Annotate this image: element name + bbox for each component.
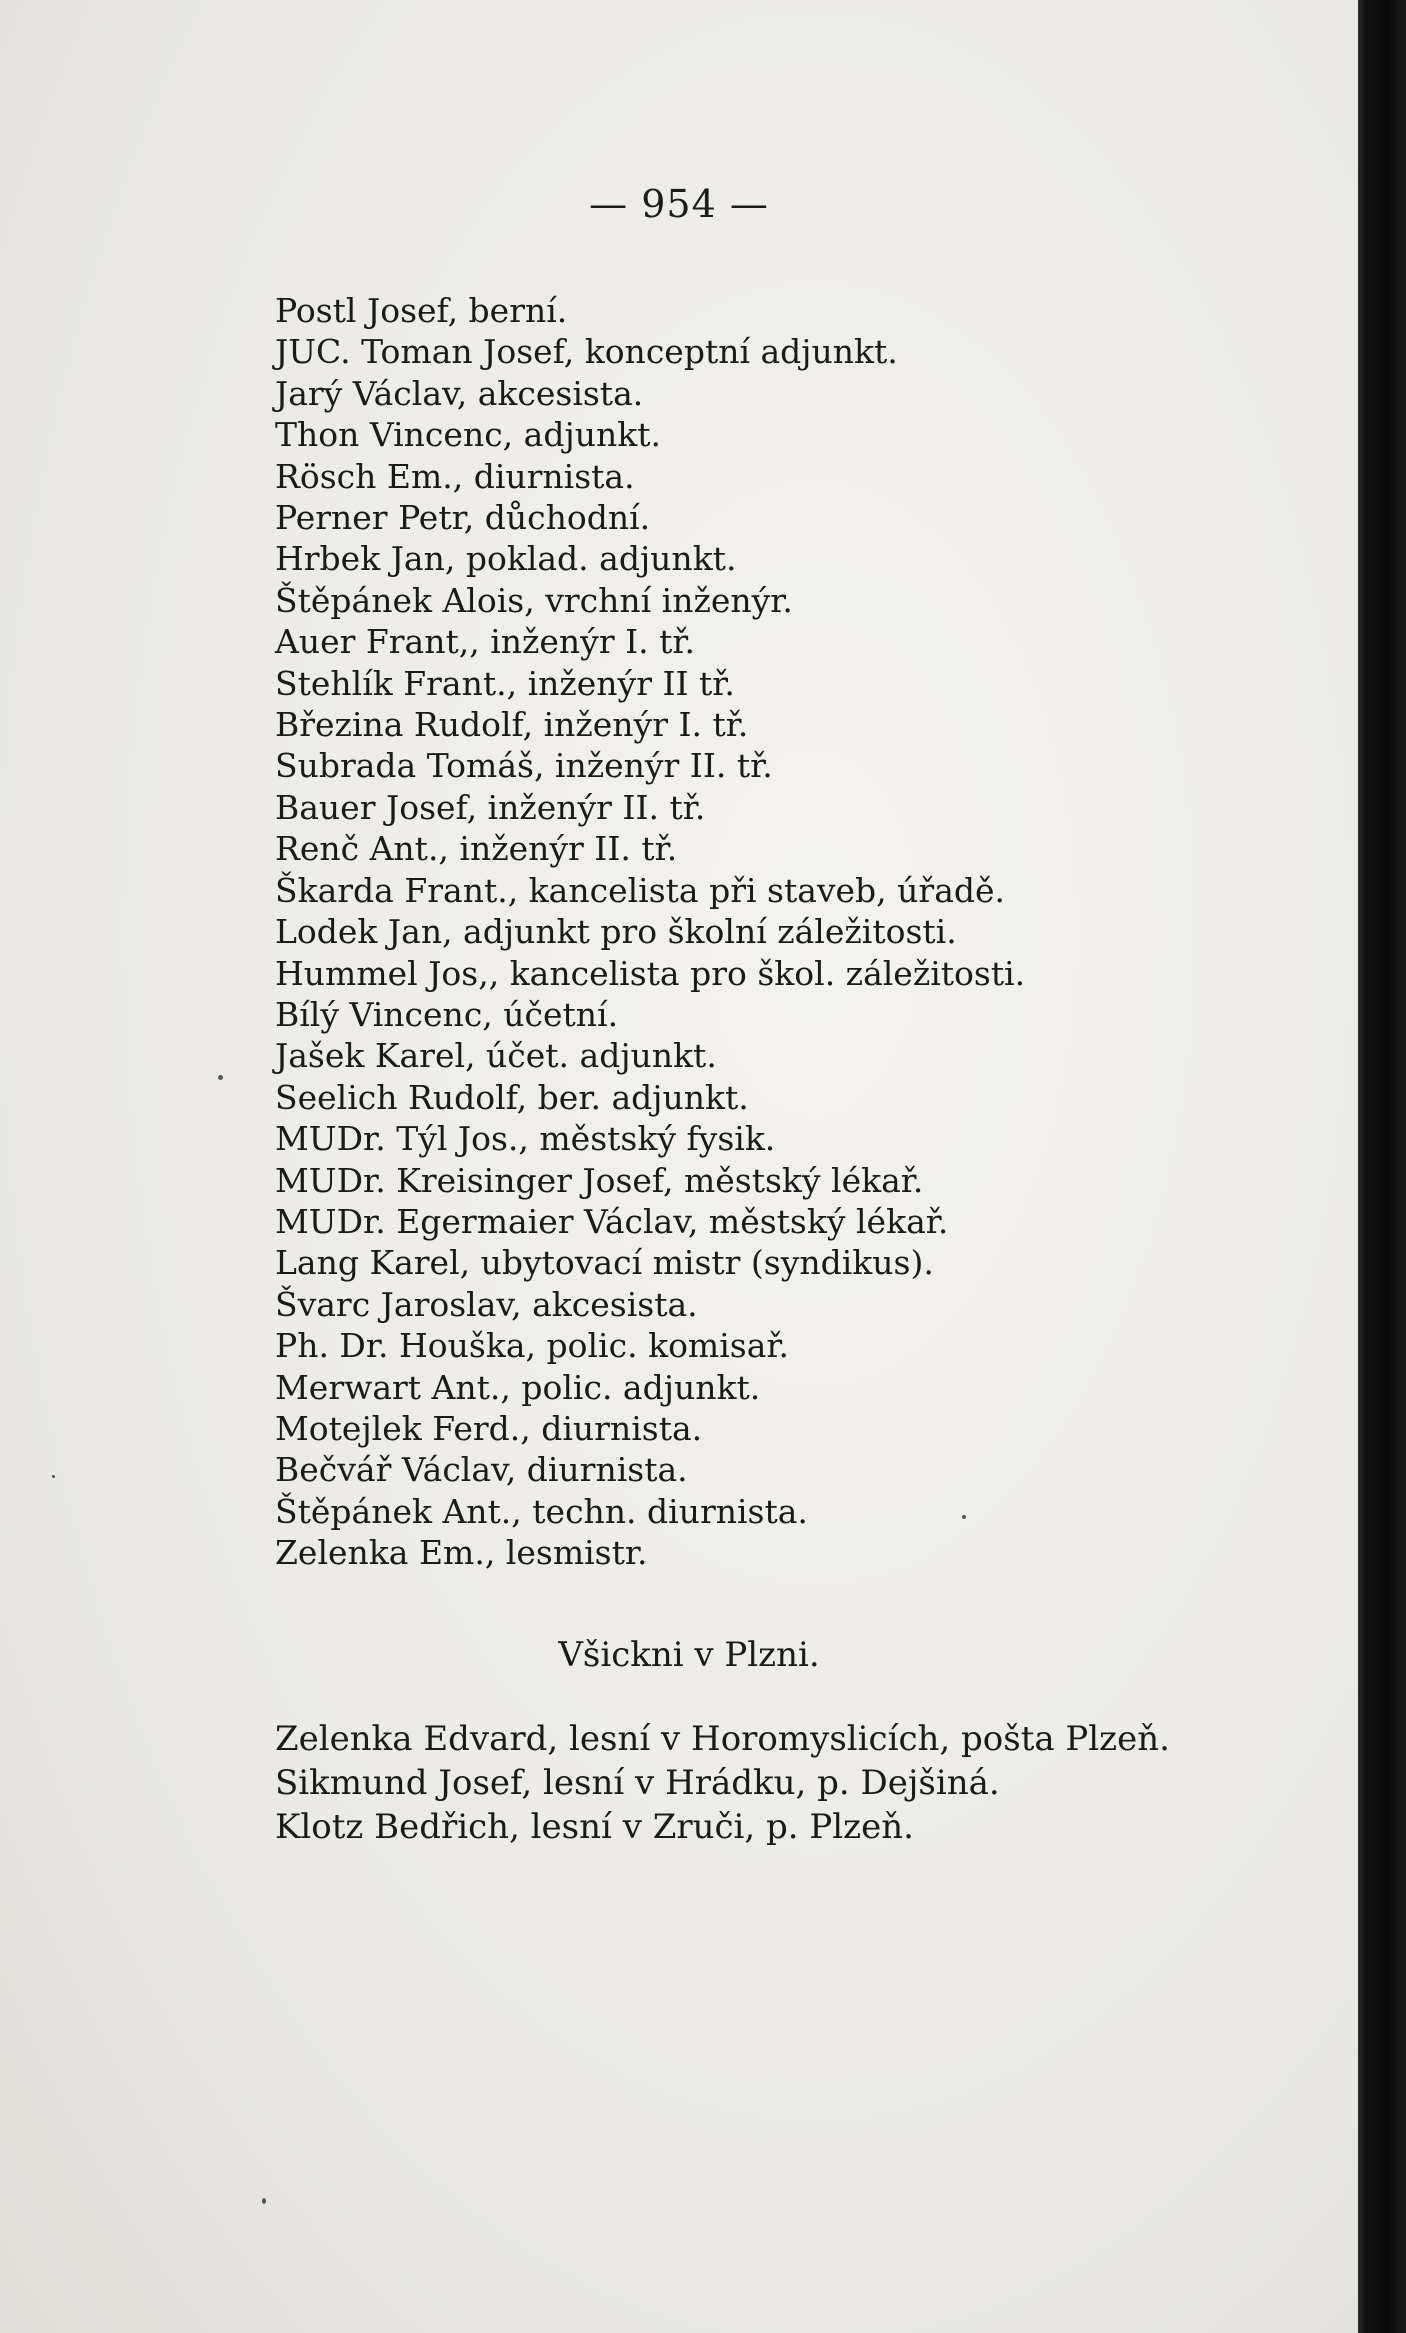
list-item: Merwart Ant., polic. adjunkt. [275, 1367, 761, 1407]
list-item: Thon Vincenc, adjunkt. [275, 415, 661, 455]
section-heading: Všickni v Plzni. [558, 1635, 820, 1675]
list-item: Štěpánek Ant., techn. diurnista. [275, 1491, 808, 1531]
list-item: Ph. Dr. Houška, polic. komisař. [275, 1326, 790, 1366]
list-item: Březina Rudolf, inženýr I. tř. [275, 705, 749, 745]
list-item: Subrada Tomáš, inženýr II. tř. [275, 746, 773, 786]
list-item: Bečvář Václav, diurnista. [275, 1450, 688, 1490]
list-item: Auer Frant,, inženýr I. tř. [275, 622, 696, 662]
forester-list [170, 1717, 1210, 1849]
paragraph: Klotz Bedřich, lesní v Zruči, p. Plzeň. [275, 1807, 914, 1847]
page-number: — 954 — [589, 182, 769, 226]
list-item: Motejlek Ferd., diurnista. [275, 1408, 703, 1448]
list-item: Postl Josef, berní. [275, 291, 568, 330]
list-item: Rösch Em., diurnista. [275, 456, 635, 496]
list-item: Lodek Jan, adjunkt pro školní záležitosti. [275, 912, 957, 952]
paper-speck [52, 1475, 55, 1478]
paragraph: Zelenka Edvard, lesní v Horomyslicích, pošta Plzeň. [275, 1719, 1170, 1759]
list-item: MUDr. Kreisinger Josef, městský lékař. [275, 1160, 924, 1200]
list-item: Škarda Frant., kancelista při staveb, úřadě. [275, 870, 1006, 910]
list-item: JUC. Toman Josef, konceptní adjunkt. [275, 332, 898, 372]
list-item: Hummel Jos,, kancelista pro škol. záležitosti. [275, 953, 1026, 993]
paper-speck [218, 1075, 223, 1080]
list-item: Lang Karel, ubytovací mistr (syndikus). [275, 1243, 934, 1283]
list-item: Jarý Václav, akcesista. [275, 373, 644, 413]
paper-speck [962, 1515, 966, 1519]
paper-speck [262, 2198, 266, 2204]
book-binding-edge [1358, 0, 1406, 2333]
list-item: Perner Petr, důchodní. [275, 498, 651, 538]
list-item: MUDr. Týl Jos., městský fysik. [275, 1119, 776, 1159]
list-item: Bauer Josef, inženýr II. tř. [275, 787, 706, 827]
list-item: MUDr. Egermaier Václav, městský lékař. [275, 1201, 949, 1241]
staff-list [275, 290, 1025, 1574]
list-item: Stehlík Frant., inženýr II tř. [275, 663, 735, 703]
list-item: Jašek Karel, účet. adjunkt. [275, 1036, 717, 1076]
list-item: Zelenka Em., lesmistr. [275, 1533, 648, 1573]
list-item: Štěpánek Alois, vrchní inženýr. [275, 580, 793, 620]
list-item: Švarc Jaroslav, akcesista. [275, 1284, 698, 1324]
list-item: Seelich Rudolf, ber. adjunkt. [275, 1077, 749, 1117]
list-item: Renč Ant., inženýr II. tř. [275, 829, 678, 869]
list-item: Bílý Vincenc, účetní. [275, 994, 619, 1034]
list-item: Hrbek Jan, poklad. adjunkt. [275, 539, 737, 579]
paragraph: Sikmund Josef, lesní v Hrádku, p. Dejšiná. [275, 1763, 1000, 1803]
